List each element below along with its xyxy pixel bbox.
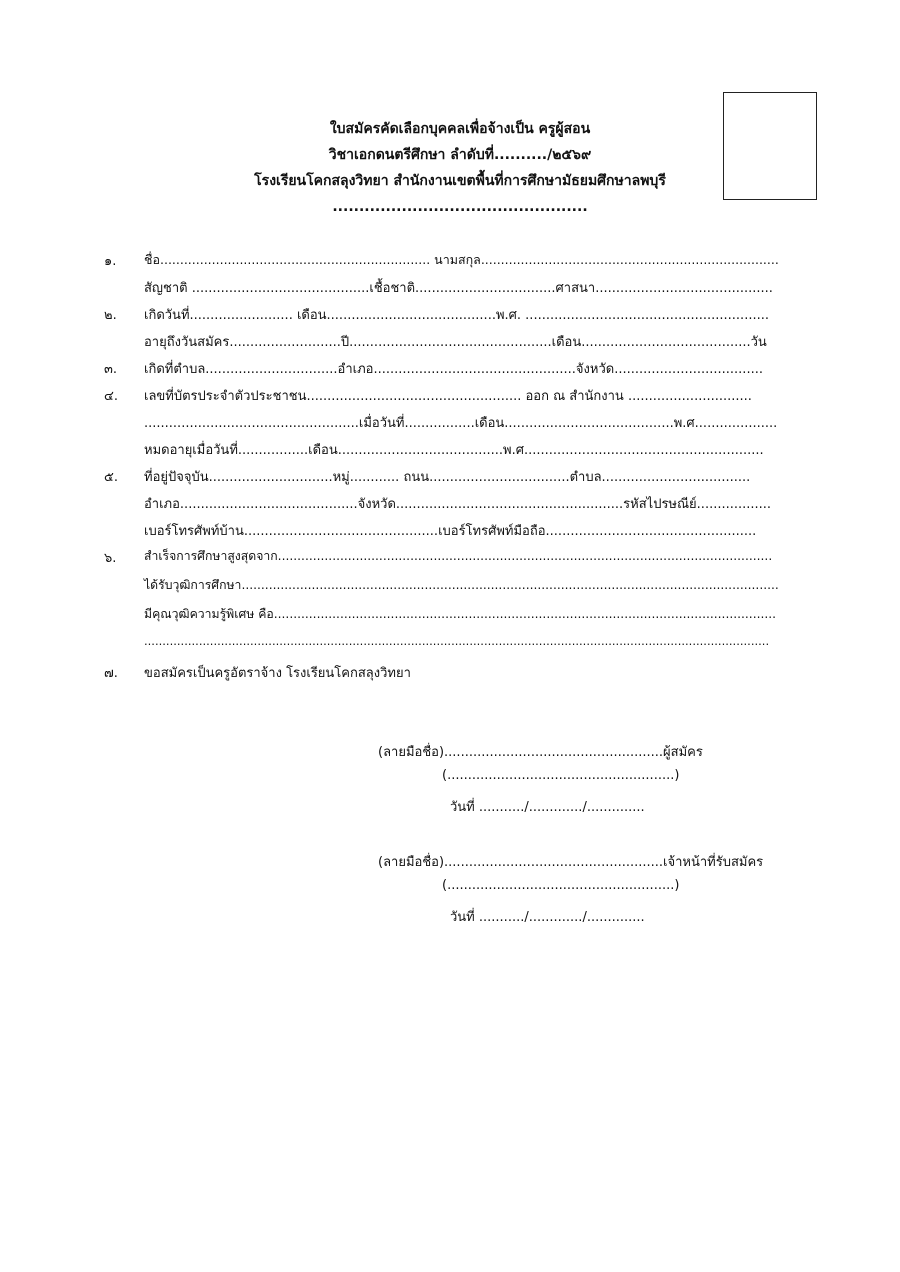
phone-line: เบอร์โทรศัพท์บ้าน...............................................เบอร์โทรศัพท์มือถือ................................................... <box>144 524 757 539</box>
officer-name-line: (.......................................................) <box>442 878 680 893</box>
form-subject-line: วิชาเอกดนตรีศึกษา ลำดับที่........../๒๕๖๙ <box>328 147 592 163</box>
form-dotted-line: ................................................ <box>332 199 588 215</box>
item-number: ๑. <box>104 254 117 269</box>
address-line: ที่อยู่ปัจจุบัน..............................หมู่............ ถนน..................................ตำบล.................................... <box>144 470 751 485</box>
item-number: ๖. <box>104 551 117 566</box>
item-number: ๗. <box>104 666 118 681</box>
item-number: ๕. <box>104 470 118 485</box>
id-issue-date-line: ....................................................เมื่อวันที่.................เดือน.........................................พ.ศ.................... <box>144 416 778 431</box>
special-skill-line: มีคุณวุฒิความรู้พิเศษ คือ................................................................................................................................. <box>144 607 777 621</box>
item-number: ๔. <box>104 389 118 404</box>
photo-box <box>723 92 817 200</box>
birthplace-line: เกิดที่ตำบล................................อำเภอ.................................................จังหวัด.................................... <box>144 362 763 377</box>
form-school-line: โรงเรียนโคกสลุงวิทยา สำนักงานเขตพื้นที่การศึกษามัธยมศึกษาลพบุรี <box>254 173 666 189</box>
name-line: ชื่อ.................................................................... นามสกุล........................................................................... <box>144 252 779 267</box>
item-number: ๓. <box>104 362 118 377</box>
education-line: สำเร็จการศึกษาสูงสุดจาก............................................................................................................................... <box>144 549 773 563</box>
form-title: ใบสมัครคัดเลือกบุคคลเพื่อจ้างเป็น ครูผู้สอน <box>329 121 591 137</box>
form-header <box>200 116 720 220</box>
applicant-date-line: วันที่ .........../............./.............. <box>450 800 645 815</box>
applicant-signature-line: (ลายมือชื่อ).....................................................ผู้สมัคร <box>378 745 703 760</box>
item-number: ๒. <box>104 308 117 323</box>
age-line: อายุถึงวันสมัคร...........................ปี.................................................เดือน.........................................วัน <box>144 335 767 350</box>
district-line: อำเภอ...........................................จังหวัด.......................................................รหัสไปรษณีย์.................. <box>144 497 772 512</box>
application-statement: ขอสมัครเป็นครูอัตราจ้าง โรงเรียนโคกสลุงวิทยา <box>144 666 411 681</box>
id-expiry-line: หมดอายุเมื่อวันที่.................เดือน........................................พ.ศ.......................................................... <box>144 443 764 458</box>
applicant-name-line: (.......................................................) <box>442 768 680 783</box>
special-skill-continued-line: ........................................................................................................................................................................... <box>144 634 770 648</box>
officer-signature-line: (ลายมือชื่อ).....................................................เจ้าหน้าที่รับสมัคร <box>378 855 764 870</box>
degree-line: ได้รับวุฒิการศึกษา.......................................................................................................................................... <box>144 578 779 592</box>
nationality-line: สัญชาติ ...........................................เชื้อชาติ..................................ศาสนา........................................... <box>144 281 773 296</box>
officer-date-line: วันที่ .........../............./.............. <box>450 910 645 925</box>
id-card-line: เลขที่บัตรประจำตัวประชาชน.................................................... ออก ณ สำนักงาน .............................. <box>144 389 752 404</box>
birthdate-line: เกิดวันที่......................... เดือน.........................................พ.ศ. ........................................................... <box>144 308 769 323</box>
